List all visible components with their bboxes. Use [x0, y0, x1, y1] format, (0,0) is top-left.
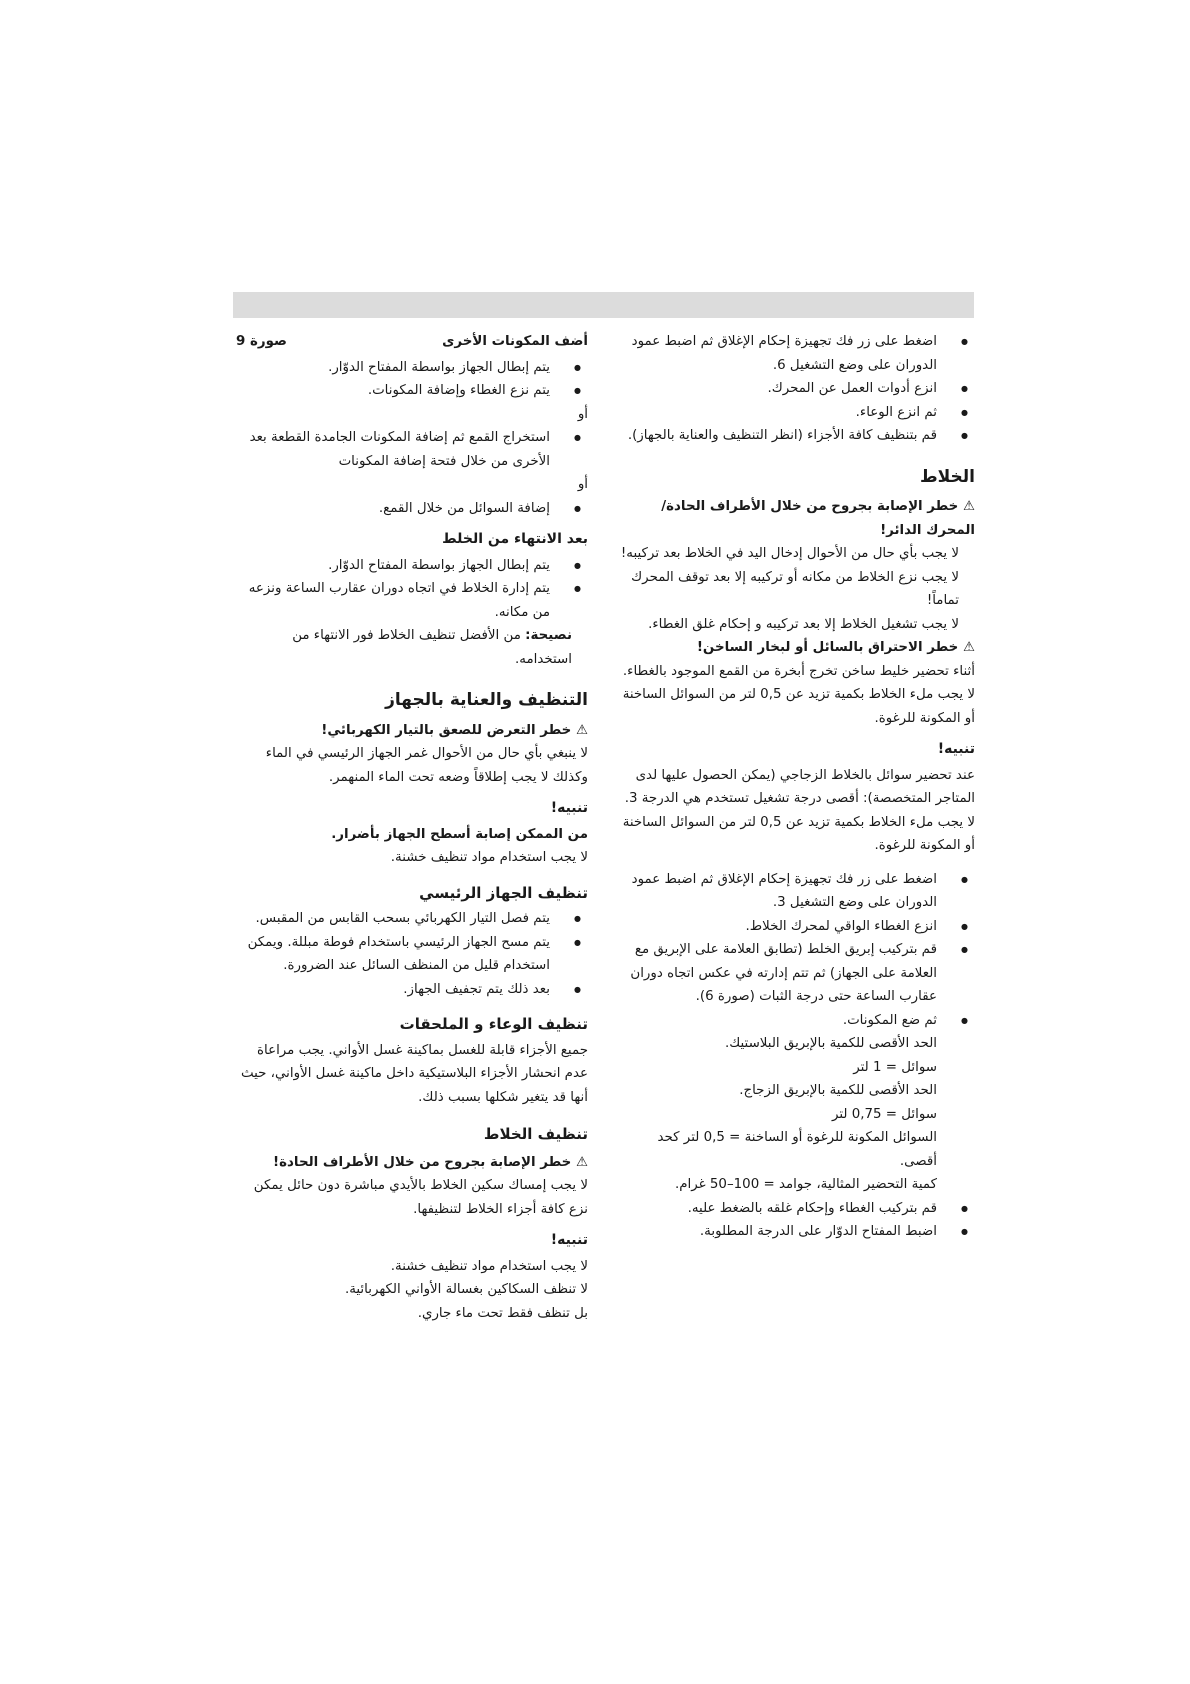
steps-final-list [620, 1197, 975, 1244]
list-item: ● انزع أدوات العمل عن المحرك. [620, 377, 975, 401]
main-steps-list [236, 907, 588, 1001]
add-step-c-list [236, 497, 588, 521]
limit-line: الحد الأقصى للكمية بالإبريق البلاستيك. [724, 1036, 937, 1051]
caution-line: لا تنظف السكاكين بغسالة الأواني الكهربائية. [344, 1282, 588, 1297]
or-separator: أو [577, 406, 588, 422]
after-mixing-title: بعد الانتهاء من الخلط [442, 531, 588, 547]
left-column [236, 330, 588, 1325]
list-item: ● استخراج القمع ثم إضافة المكونات الجامدة القطعة بعد الأخرى من خلال فتحة إضافة المكونات [236, 426, 588, 473]
list-item: ● اضغط على زر فك تجهيزة إحكام الإغلاق ثم اضبط عمود الدوران على وضع التشغيل 3. [620, 868, 975, 915]
list-item: ● قم بتركيب الغطاء وإحكام غلقه بالضغط عليه. [620, 1197, 975, 1221]
blender-title: الخلاط [919, 466, 975, 487]
caution-line: لا يجب استخدام مواد تنظيف خشنة. [390, 1258, 588, 1274]
warning-triangle-icon: ⚠ [575, 722, 588, 738]
warning-triangle-icon: ⚠ [962, 499, 975, 514]
limit-line: الحد الأقصى للكمية بالإبريق الزجاج. [739, 1083, 937, 1098]
list-item: ● إضافة السوائل من خلال القمع. [236, 497, 588, 521]
caution-bold: من الممكن إصابة أسطح الجهاز بأضرار. [331, 826, 588, 842]
warning-shock: ⚠ خطر التعرض للصعق بالتيار الكهربائي! [321, 722, 588, 738]
limit-line: السوائل المكونة للرغوة أو الساخنة = 0,5 لتر كحد أقصى. [657, 1130, 937, 1169]
caution-title: تنبيه! [937, 741, 975, 757]
limit-line: كمية التحضير المثالية، جوامد = 100–50 غرام. [674, 1177, 937, 1192]
warning-text: لا يجب تشغيل الخلاط إلا بعد تركيبه و إحكام غلق الغطاء. [648, 616, 959, 632]
list-item: ● يتم مسح الجهاز الرئيسي باستخدام فوطة مبللة. ويمكن استخدام قليل من المنظف السائل عند الضرورة. [236, 931, 588, 978]
figure-label: صورة 9 [236, 334, 287, 349]
section-header-bar [233, 292, 974, 318]
warning-triangle-icon: ⚠ [575, 1154, 588, 1170]
steps-top-list [620, 330, 975, 448]
steps-bottom-list [620, 868, 975, 1033]
right-column [620, 330, 975, 1244]
add-steps-list [236, 356, 588, 403]
list-item: ● يتم إبطال الجهاز بواسطة المفتاح الدوّار. [236, 554, 588, 578]
list-item: ● اضبط المفتاح الدوّار على الدرجة المطلوبة. [620, 1220, 975, 1244]
list-item: ● يتم نزع الغطاء وإضافة المكونات. [236, 379, 588, 403]
list-item: ● انزع الغطاء الواقي لمحرك الخلاط. [620, 915, 975, 939]
limit-line: سوائل = 0,75 لتر [831, 1106, 937, 1122]
warning-text: لا يجب بأي حال من الأحوال إدخال اليد في الخلاط بعد تركيبه! لا يجب نزع الخلاط من مكانه أو تركيبه إلا بعد توقف المحرك تماماً! [620, 546, 959, 608]
tip: نصيحة: من الأفضل تنظيف الخلاط فور الانتهاء من استخدامه. [292, 628, 572, 667]
or-separator: أو [577, 477, 588, 492]
caution-line: بل تنظف فقط تحت ماء جاري. [417, 1305, 588, 1321]
list-item: ● قم بتركيب إبريق الخلط (تطابق العلامة على الإبريق مع العلامة على الجهاز) ثم تتم إدارته في عكس اتجاه دوران عقارب الساعة حتى درجة الثبات (صورة 6). [620, 938, 975, 1009]
list-item: ● بعد ذلك يتم تجفيف الجهاز. [236, 978, 588, 1002]
add-title: أضف المكونات الأخرى [442, 334, 588, 349]
limit-line: سوائل = 1 لتر [853, 1059, 937, 1075]
list-item: ● يتم إدارة الخلاط في اتجاه دوران عقارب الساعة ونزعه من مكانه. [236, 577, 588, 624]
list-item: ● قم بتنظيف كافة الأجزاء (انظر التنظيف والعناية بالجهاز). [620, 424, 975, 448]
caution-title: تنبيه! [550, 800, 588, 816]
add-step-b-list [236, 426, 588, 473]
add-ingredients-header [236, 330, 588, 354]
list-item: ● يتم فصل التيار الكهربائي بسحب القابس من المقبس. [236, 907, 588, 931]
list-item: ● ثم انزع الوعاء. [620, 401, 975, 425]
caution-text: عند تحضير سوائل بالخلاط الزجاجي (يمكن الحصول عليها لدى المتاجر المتخصصة): أقصى درجة تشغيل تستخدم هي الدرجة 3. [624, 767, 975, 806]
caution-text: لا يجب استخدام مواد تنظيف خشنة. [390, 850, 588, 865]
caution-text: لا يجب ملء الخلاط بكمية تزيد عن 0,5 لتر من السوائل الساخنة أو المكونة للرغوة. [622, 814, 975, 853]
after-steps-list [236, 554, 588, 625]
main-unit-title: تنظيف الجهاز الرئيسي [419, 883, 588, 902]
warning-sharp-motor: ⚠ خطر الإصابة بجروح من خلال الأطراف الحادة/المحرك الدائر! [661, 499, 975, 538]
warning-hot-liquid: ⚠ خطر الاحتراق بالسائل أو لبخار الساخن! [696, 640, 975, 655]
list-item: ● يتم إبطال الجهاز بواسطة المفتاح الدوّار. [236, 356, 588, 380]
blender-clean-title: تنظيف الخلاط [483, 1125, 588, 1143]
warning-sharp: ⚠ خطر الإصابة بجروح من خلال الأطراف الحادة! [273, 1154, 588, 1170]
list-item: ● اضغط على زر فك تجهيزة إحكام الإغلاق ثم اضبط عمود الدوران على وضع التشغيل 6. [620, 330, 975, 377]
warning-text: لا يجب إمساك سكين الخلاط بالأيدي مباشرة دون حائل يمكن نزع كافة أجزاء الخلاط لتنظيفها. [253, 1178, 588, 1217]
bowl-text: جميع الأجزاء قابلة للغسل بماكينة غسل الأواني. يجب مراعاة عدم انحشار الأجزاء البلاستيكية داخل ماكينة غسل الأواني، حيث أنها قد يتغير شكلها بسبب ذلك. [240, 1042, 588, 1105]
warning-text: أثناء تحضير خليط ساخن تخرج أبخرة من القمع الموجود بالغطاء. لا يجب ملء الخلاط بكمية تزيد عن 0,5 لتر من السوائل الساخنة أو المكونة للرغوة. [622, 663, 975, 726]
warning-text: لا ينبغي بأي حال من الأحوال غمر الجهاز الرئيسي في الماء وكذلك لا يجب إطلاقاً وضعه تحت الماء المنهمر. [265, 746, 588, 785]
caution-title: تنبيه! [550, 1232, 588, 1248]
bowl-title: تنظيف الوعاء و الملحقات [399, 1015, 588, 1033]
care-title: التنظيف والعناية بالجهاز [385, 690, 588, 710]
warning-triangle-icon: ⚠ [962, 640, 975, 655]
list-item: ● ثم ضع المكونات. [620, 1009, 975, 1033]
